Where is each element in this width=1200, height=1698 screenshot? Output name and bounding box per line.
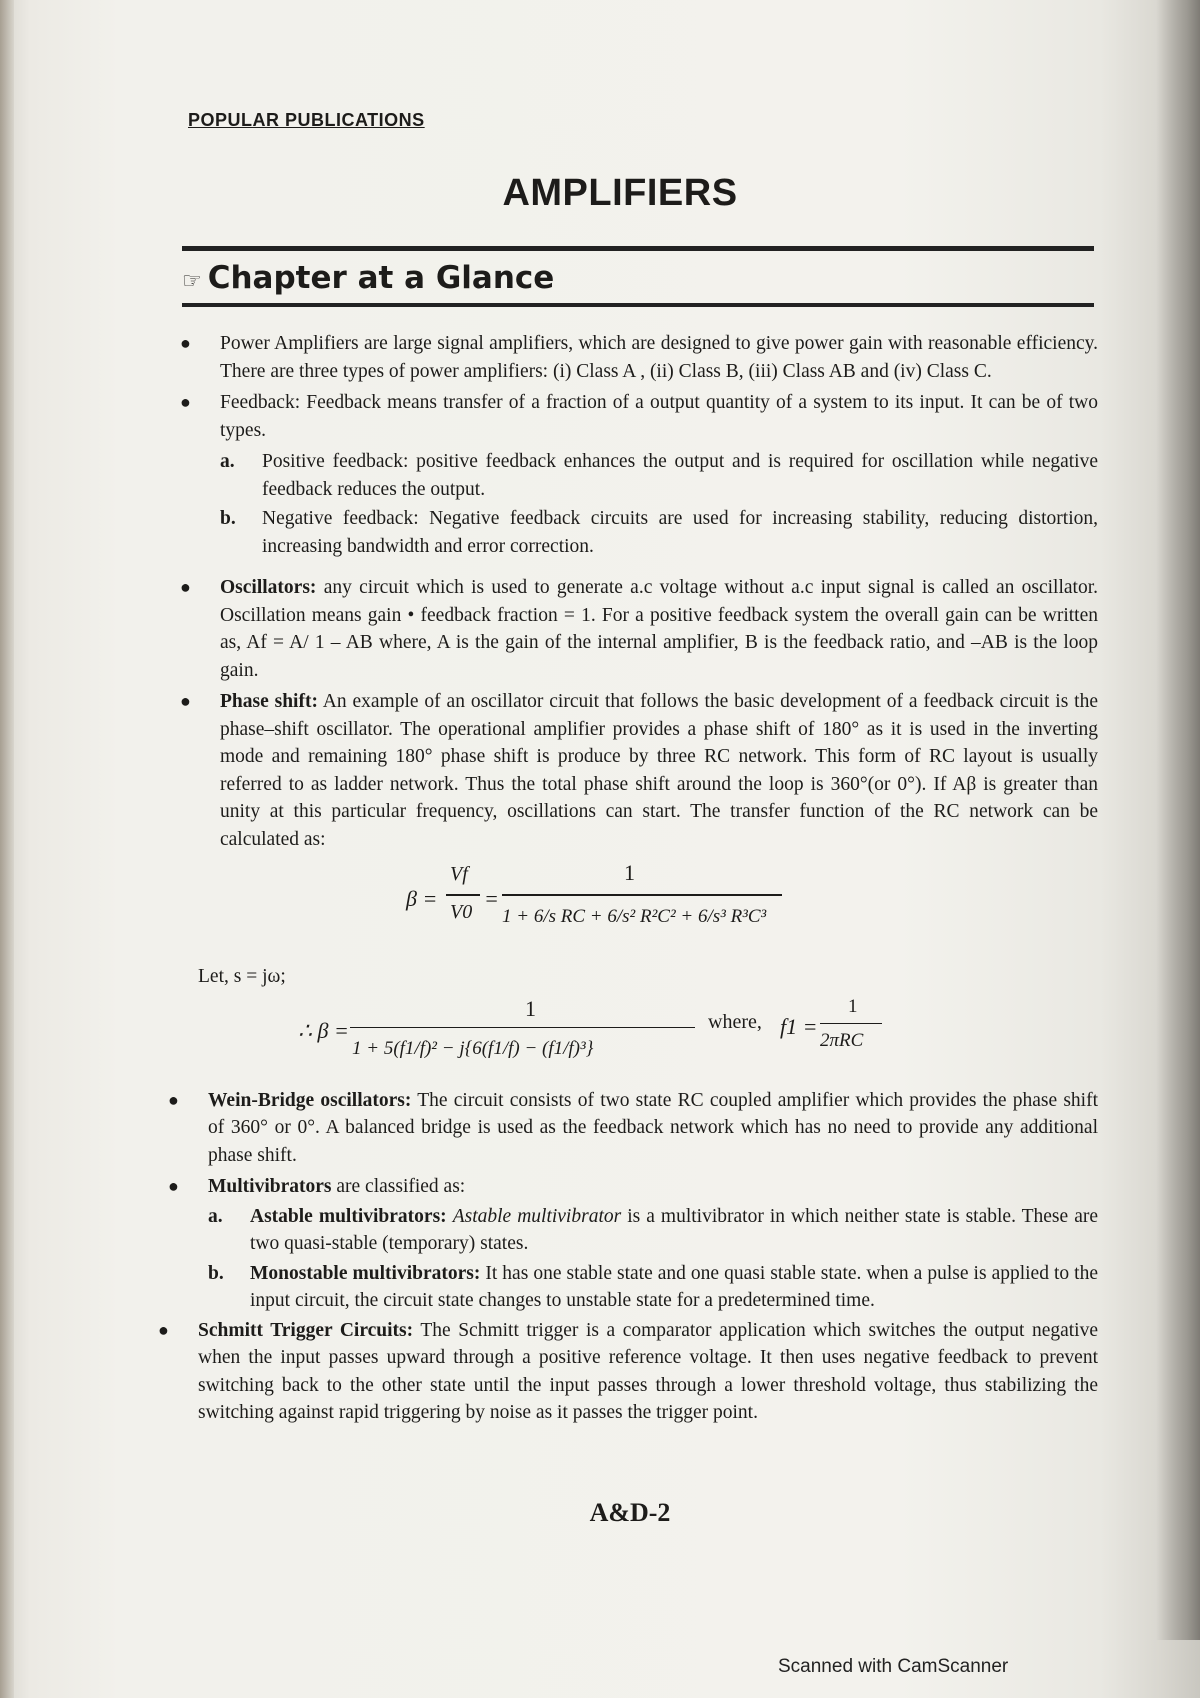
monostable-label: Monostable multivibrators: [250,1262,481,1284]
section-heading [182,260,554,296]
eq2-f1-denominator: 2πRC [820,1029,864,1051]
list-item-multivibrators [168,1173,1098,1201]
eq2-where: where, [708,1010,762,1033]
bullet-icon: ● [180,691,191,711]
pointing-hand-icon: ☞ [182,269,202,294]
eq2-f1: f1 = [780,1013,818,1039]
astable-label: Astable multivibrators: [250,1205,447,1227]
subitem-marker: b. [220,508,236,529]
let-text: Let, s = jω; [198,966,286,987]
phase-shift-label: Phase shift: [220,691,318,712]
chapter-title: AMPLIFIERS [502,172,738,214]
publisher-header: POPULAR PUBLICATIONS [188,110,425,130]
eq2-f1-numerator: 1 [848,995,858,1017]
list-item-schmitt-trigger [158,1317,1098,1427]
subitem-marker: a. [208,1205,223,1227]
page-number: A&D-2 [589,1498,671,1527]
bullet-icon: ● [158,1319,169,1340]
subitem-marker: a. [220,451,235,472]
list-item-wein-bridge [168,1087,1098,1170]
bullet-icon: ● [180,333,191,353]
beta-equation [180,995,1098,1087]
feedback-intro-text: Feedback: Feedback means transfer of a fraction of a output quantity of a system to its input. It can be of two types. [220,392,1098,441]
eq1-fraction-bar-1 [446,894,480,896]
multivibrator-subitem-a [168,1203,1098,1258]
eq1-denominator: 1 + 6/s RC + 6/s² R²C² + 6/s³ R³C³ [502,906,767,927]
wein-bridge-label: Wein-Bridge oscillators: [208,1089,412,1111]
page-left-edge [0,0,14,1698]
schmitt-label: Schmitt Trigger Circuits: [198,1319,414,1341]
astable-italic: Astable multivibrator [452,1205,622,1227]
negative-feedback-text: Negative feedback: Negative feedback circuits are used for increasing stability, reducing distortion, increasing bandwidth and error correction. [262,508,1098,557]
astable-text: is a multivibrator in which neither state is stable. These are two quasi-stable (temporary) states. [250,1205,1098,1254]
eq2-numerator: 1 [525,995,536,1021]
eq2-lhs: ∴ β = [298,1017,349,1043]
oscillators-label: Oscillators: [220,577,317,598]
oscillators-text: any circuit which is used to generate a.c voltage without a.c input signal is called an oscillator. Oscillation means gain • feedback fraction = 1. For a positive feedback system the overall gain can be written as, Af = A/ 1 – AB where, A is the gain of the internal amplifier, B is the feedback ratio, and –AB is the loop gain. [220,577,1099,681]
eq1-fraction-bar-2 [502,894,782,896]
eq2-f1-fraction-bar [820,1023,882,1025]
transfer-function-equation [180,857,1098,957]
subitem-marker: b. [208,1262,224,1284]
eq2-denominator: 1 + 5(f1/f)² − j{6(f1/f) − (f1/f)³} [352,1037,594,1059]
schmitt-text: The Schmitt trigger is a comparator application which switches the output negative when the input passes upward through a positive reference voltage. It then uses negative feedback to prevent switching back to the other state until the input passes through a lower threshold voltage, thus stabilizing the switching against rapid triggering by noise as it passes the trigger point. [198,1319,1098,1423]
list-item-feedback [180,389,1098,444]
wein-bridge-text: The circuit consists of two state RC coupled amplifier which provides the phase shift of 360° or 0°. A balanced bridge is used as the feedback network which has no need to provide any additional phase shift. [208,1089,1098,1166]
eq1-vf: Vf [450,863,468,885]
scanner-watermark: Scanned with CamScanner [778,1656,1009,1677]
list-item-oscillators [180,574,1098,684]
bullet-icon: ● [180,392,191,412]
top-rule [182,246,1094,251]
bullet-icon: ● [168,1176,179,1196]
chapter-summary [158,330,1099,1431]
bottom-rule [182,303,1094,307]
multivibrators-label: Multivibrators [208,1176,332,1197]
feedback-subitem-b [180,505,1098,560]
phase-shift-text: An example of an oscillator circuit that follows the basic development of a feedback circuit is the phase–shift oscillator. The operational amplifier provides a phase shift of 180° as it is used in the inverting mode and remaining 180° phase shift is produce by three RC network. This form of RC layout is usually referred to as ladder network. Thus the total phase shift around the loop is 360°(or 0°). If Aβ is greater than unity at this particular frequency, oscillations can start. The transfer function of the RC network can be calculated as: [220,691,1098,850]
page-right-shadow [1156,0,1200,1640]
positive-feedback-text: Positive feedback: positive feedback enhances the output and is required for oscillation while negative feedback reduces the output. [262,451,1098,500]
eq2-fraction-bar [350,1027,695,1029]
multivibrator-subitem-b [168,1260,1098,1315]
let-line [180,963,1098,991]
eq1-vo: V0 [450,901,473,923]
bullet-icon: ● [180,577,191,597]
eq1-lhs: β = [406,886,438,911]
multivibrators-text: are classified as: [336,1176,466,1197]
monostable-text: It has one stable state and one quasi stable state. when a pulse is applied to the input circuit, the circuit state changes to unstable state for a predetermined time. [250,1262,1098,1311]
list-item-phase-shift [180,688,1098,853]
power-amplifiers-text: Power Amplifiers are large signal amplifiers, which are designed to give power gain with reasonable efficiency. There are three types of power amplifiers: (i) Class A , (ii) Class B, (iii) Class AB and (iv) Class C. [220,333,1098,382]
list-item-power-amplifiers [180,330,1098,385]
section-title: Chapter at a Glance [207,260,555,296]
feedback-subitem-a [180,448,1098,503]
eq1-numerator: 1 [624,860,635,885]
eq1-equals: = [484,886,499,911]
bullet-icon: ● [168,1089,179,1110]
